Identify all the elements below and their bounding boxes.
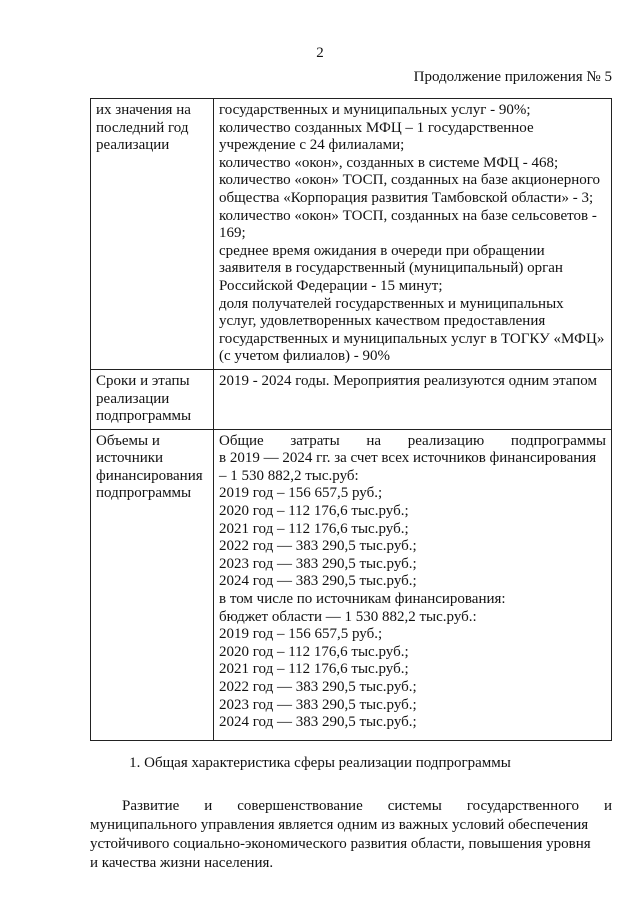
row3-text-line: 2022 год — 383 290,5 тыс.руб.; [219,679,417,695]
row3-text-line: в 2019 — 2024 гг. за счет всех источников финансирования [219,450,597,467]
row1-text-line: количество «окон» ТОСП, созданных на базе сельсоветов - [219,207,597,224]
row1-text-line: услуг, удовлетворенных качеством предоставления [219,313,546,330]
row3-text-line: бюджет области — 1 530 882,2 тыс.руб.: [219,608,477,625]
justified-word: на [366,432,382,449]
row1-text-line: количество «окон» ТОСП, созданных на базе акционерного [219,172,601,189]
row3-text-line: – 1 530 882,2 тыс.руб: [219,467,359,484]
section-title: 1. Общая характеристика сферы реализации подпрограммы [129,755,511,771]
row2-left-line: реализации [96,390,170,407]
table-row-timing [91,369,612,429]
row1-left-line: последний год [96,119,189,136]
row3-right-cell [214,429,612,740]
paragraph-word: совершенствование [237,798,363,814]
row1-text-line: учреждение с 24 филиалами; [219,137,405,154]
row3-left-line: подпрограммы [96,485,192,502]
row3-text-line: 2023 год — 383 290,5 тыс.руб.; [219,696,417,713]
table-row-indicators [91,99,612,370]
row1-text-line: 169; [219,225,246,242]
row3-text-line: 2019 год – 156 657,5 руб.; [219,485,383,502]
row1-left-line: их значения на [96,102,191,118]
row1-text-line: доля получателей государственных и муниципальных [219,295,564,312]
subprogram-passport-table [90,98,612,741]
body-paragraph [90,797,612,873]
row3-left-line: источники [96,450,164,467]
row1-text-line: среднее время ожидания в очереди при обращении [219,242,545,259]
row3-left-line: финансирования [96,467,203,484]
row1-text-line: (с учетом филиалов) - 90% [219,348,391,365]
row1-text-line: количество «окон», созданных в системе МФЦ - 468; [219,154,559,171]
paragraph-word: государственного [466,798,579,814]
justified-word: Общие [219,432,264,449]
row1-right-cell [214,99,612,370]
row3-text-line: 2019 год – 156 657,5 руб.; [219,626,383,643]
paragraph-line: и качества жизни населения. [90,855,274,871]
row2-left-cell [91,369,214,429]
row1-text-line: государственных и муниципальных услуг в ТОГКУ «МФЦ» [219,330,605,347]
row1-left-line: реализации [96,137,170,154]
paragraph-word: и [603,798,612,814]
row3-left-cell [91,429,214,740]
justified-word: затраты [290,432,340,449]
row3-text-line: 2023 год — 383 290,5 тыс.руб.; [219,555,417,572]
row2-left-line: подпрограммы [96,408,192,425]
paragraph-word: Развитие [122,798,180,814]
row3-justified-line [219,433,606,451]
justified-word: подпрограммы [510,432,606,449]
row2-text-line: 2019 - 2024 годы. Мероприятия реализуются одним этапом [219,372,597,389]
row2-right-cell [214,369,612,429]
row3-text-line: 2021 год – 112 176,6 тыс.руб.; [219,661,409,678]
row1-left-cell [91,99,214,370]
row3-text-line: 2022 год — 383 290,5 тыс.руб.; [219,538,417,555]
row3-text-line: 2024 год — 383 290,5 тыс.руб.; [219,573,417,590]
row3-text-line: в том числе по источникам финансирования: [219,591,506,608]
row1-text-line: Российской Федерации - 15 минут; [219,277,443,294]
paragraph-line: устойчивого социально-экономического развития области, повышения уровня [90,836,591,852]
row3-text-line: 2024 год — 383 290,5 тыс.руб.; [219,714,417,731]
appendix-header: Продолжение приложения № 5 [413,69,612,85]
row3-left-line: Объемы и [96,432,160,449]
table-row-financing [91,429,612,740]
paragraph-first-line [90,797,612,816]
row3-text-line: 2020 год – 112 176,6 тыс.руб.; [219,503,409,520]
paragraph-word: и [204,798,213,814]
row1-text-line: государственных и муниципальных услуг - 90%; [219,102,531,118]
row1-text-line: общества «Корпорация развития Тамбовской области» - 3; [219,189,594,206]
row2-left-line: Сроки и этапы [96,372,190,389]
row3-text-line: 2020 год – 112 176,6 тыс.руб.; [219,643,409,660]
paragraph-word: системы [387,798,442,814]
row1-text-line: заявителя в государственный (муниципальный) орган [219,260,563,277]
justified-word: реализацию [407,432,485,449]
row3-text-line: 2021 год – 112 176,6 тыс.руб.; [219,520,409,537]
row1-text-line: количество созданных МФЦ – 1 государственное [219,119,534,136]
paragraph-line: муниципального управления является одним из важных условий обеспечения [90,817,589,833]
page-number: 2 [316,45,324,61]
